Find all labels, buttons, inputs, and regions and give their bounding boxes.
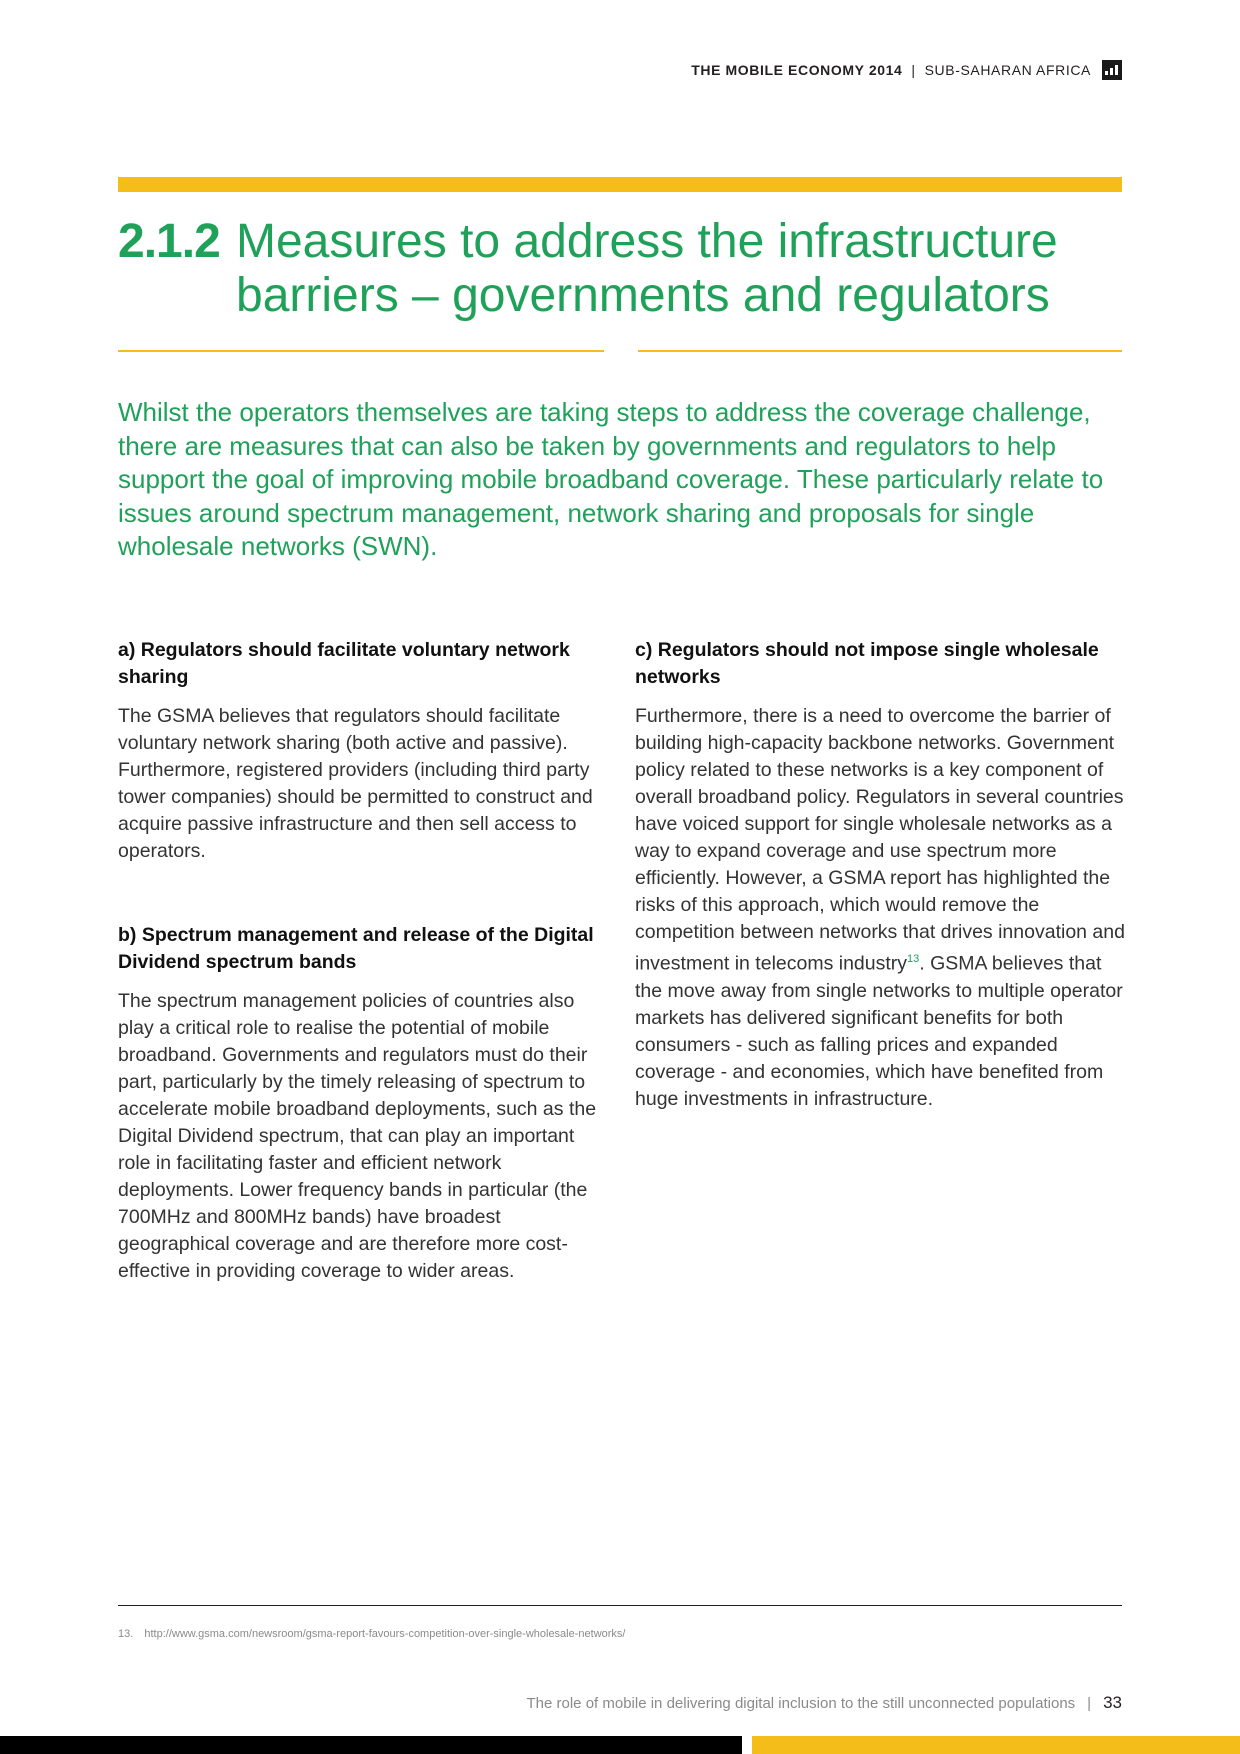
title-divider-left — [118, 350, 604, 352]
footer-yellow-bar — [752, 1736, 1240, 1754]
section-title: Measures to address the infrastructure barriers – governments and regulators — [236, 215, 1058, 322]
page-header — [691, 60, 1122, 80]
subsection-c-body-part1: Furthermore, there is a need to overcome the barrier of building high-capacity backbone networks. Government policy related to these networks is a key component of overall broadband policy. Regulators in several countries have voiced support for single wholesale networks as a way to expand coverage and use spectrum more efficiently. However, a GSMA report has highlighted the risks of this approach, which would remove the competition between networks that drives innovation and investment in telecoms industry — [635, 705, 1125, 975]
footer-caption: The role of mobile in delivering digital inclusion to the still unconnected populations — [526, 1694, 1076, 1712]
intro-paragraph: Whilst the operators themselves are taking steps to address the coverage challenge, there are measures that can also be taken by governments and regulators to help support the goal of improving mobile broadband coverage. These particularly relate to issues around spectrum management, network sharing and proposals for single wholesale networks (SWN). — [118, 397, 1104, 561]
subsection-c-body — [635, 703, 1125, 1113]
footer-separator: | — [1087, 1694, 1092, 1712]
region-title: SUB-SAHARAN AFRICA — [924, 62, 1091, 78]
page-footer — [527, 1693, 1123, 1713]
subsection-a-heading: a) Regulators should facilitate voluntary network sharing — [118, 639, 570, 688]
subsection-c-body-part2: . GSMA believes that the move away from single networks to multiple operator markets has delivered significant benefits for both consumers - such as falling prices and expanded coverage - and economies, which have benefited from huge investments in infrastructure. — [635, 952, 1123, 1110]
header-separator: | — [911, 62, 916, 78]
subsection-b-body: The spectrum management policies of countries also play a critical role to realise the potential of mobile broadband. Governments and regulators must do their part, particularly by the timely releasing of spectrum to accelerate mobile broadband deployments, such as the Digital Dividend spectrum, that can play an important role in facilitating faster and efficient network deployments. Lower frequency bands in particular (the 700MHz and 800MHz bands) have broadest geographical coverage and are therefore more cost-effective in providing coverage to wider areas. — [118, 990, 597, 1282]
footnote-divider — [118, 1605, 1122, 1606]
footer-black-bar — [0, 1736, 742, 1754]
right-column — [635, 637, 1125, 1113]
section-top-bar — [118, 177, 1122, 192]
section-heading — [118, 210, 1096, 323]
publication-title: THE MOBILE ECONOMY 2014 — [691, 62, 903, 78]
footnote-number: 13. — [118, 1628, 134, 1640]
footnote-reference[interactable]: 13 — [907, 953, 920, 965]
subsection-c-heading: c) Regulators should not impose single wholesale networks — [635, 639, 1099, 688]
subsection-a-body: The GSMA believes that regulators should facilitate voluntary network sharing (both active and passive). Furthermore, registered providers (including third party tower companies) should be permitted to construct and acquire passive infrastructure and then sell access to operators. — [118, 705, 593, 862]
footnote — [118, 1628, 625, 1640]
page-number: 33 — [1103, 1693, 1122, 1712]
section-number: 2.1.2 — [118, 215, 220, 268]
footnote-url[interactable]: http://www.gsma.com/newsroom/gsma-report-favours-competition-over-single-wholesale-networks/ — [144, 1628, 626, 1640]
subsection-b-heading: b) Spectrum management and release of the Digital Dividend spectrum bands — [118, 924, 594, 973]
left-column — [118, 637, 608, 1285]
gsma-logo-icon — [1102, 60, 1122, 80]
title-divider-right — [638, 350, 1122, 352]
